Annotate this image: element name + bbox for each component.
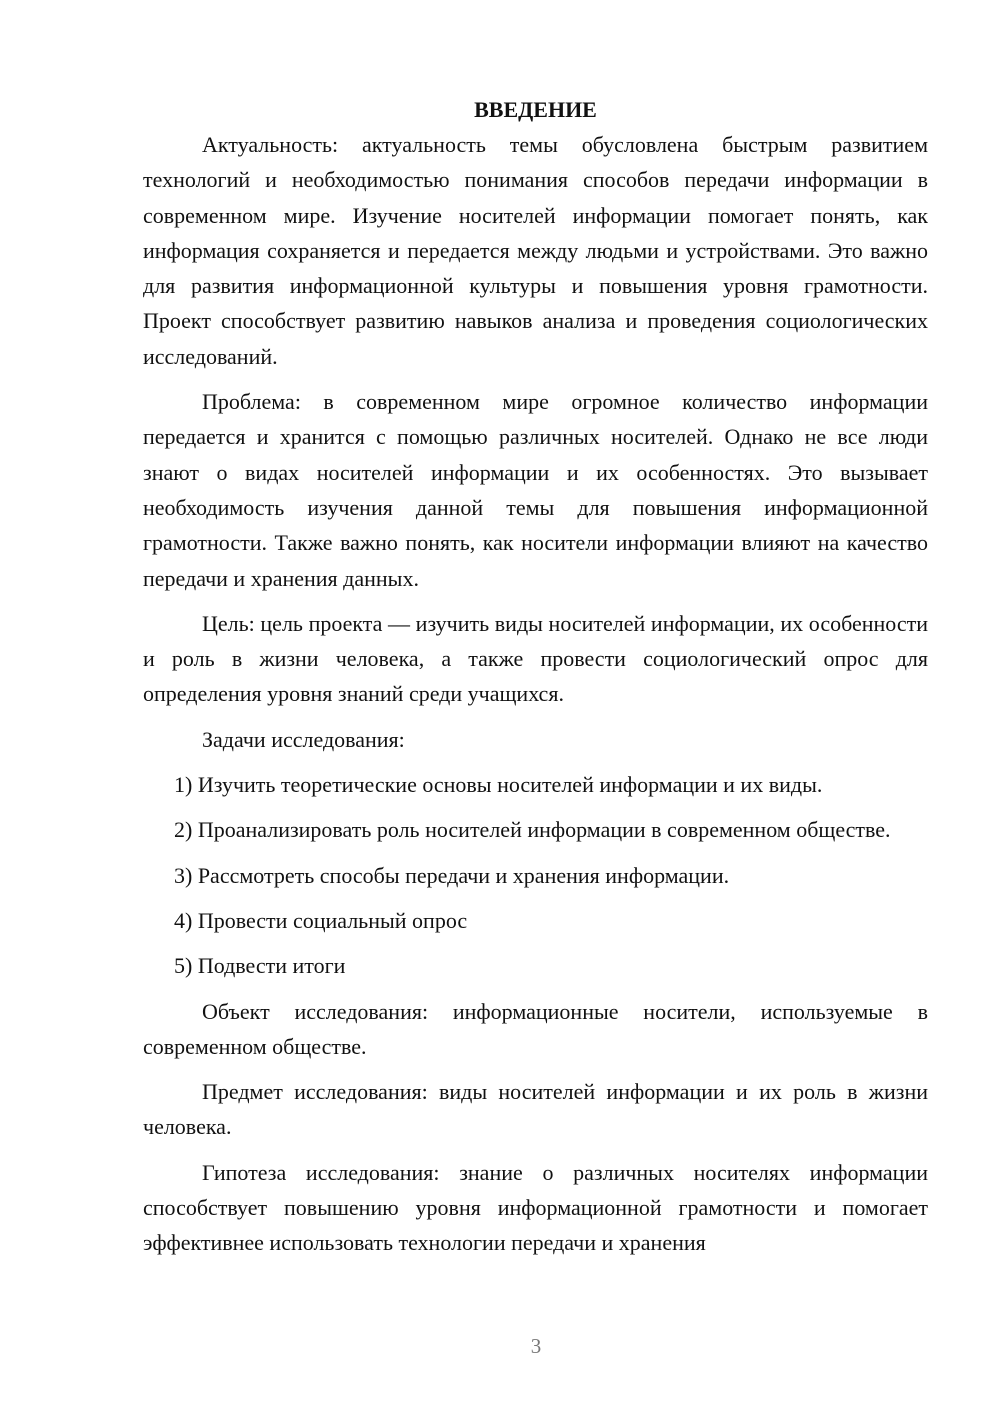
subject-paragraph: Предмет исследования: виды носителей информации и их роль в жизни человека.: [143, 1079, 928, 1140]
tasks-title: Задачи исследования:: [202, 726, 405, 752]
task-item: 5) Подвести итоги: [174, 953, 346, 979]
task-item: 2) Проанализировать роль носителей информации в современном обществе.: [174, 817, 891, 843]
relevance-paragraph: Актуальность: актуальность темы обусловлена быстрым развитием технологий и необходимостью понимания способов передачи информации в современном мире. Изучение носителей информации помогает понять, как информация сохраняется и передается между людьми и устройствами. Это важно для развития информационной культуры и повышения уровня грамотности. Проект способствует развитию навыков анализа и проведения социологических исследований.: [143, 132, 928, 369]
goal-paragraph: Цель: цель проекта — изучить виды носителей информации, их особенности и роль в жизни человека, а также провести социологический опрос для определения уровня знаний среди учащихся.: [143, 610, 928, 707]
task-item: 3) Рассмотреть способы передачи и хранения информации.: [174, 862, 730, 888]
problem-paragraph: Проблема: в современном мире огромное количество информации передается и хранится с помощью различных носителей. Однако не все люди знают о видах носителей информации и их особенностях. Это вызывает необходимость изучения данной темы для повышения информационной грамотности. Также важно понять, как носители информации влияют на качество передачи и хранения данных.: [143, 389, 928, 591]
section-heading: ВВЕДЕНИЕ: [474, 97, 597, 122]
hypothesis-paragraph: Гипотеза исследования: знание о различных носителях информации способствует повышению уровня информационной грамотности и помогает эффективнее использовать технологии передачи и хранения: [143, 1159, 928, 1256]
object-paragraph: Объект исследования: информационные носители, используемые в современном обществе.: [143, 998, 928, 1059]
task-item: 1) Изучить теоретические основы носителей информации и их виды.: [174, 772, 823, 798]
page-number: 3: [530, 1334, 542, 1358]
task-item: 4) Провести социальный опрос: [174, 907, 468, 933]
document-page: [143, 92, 928, 1271]
